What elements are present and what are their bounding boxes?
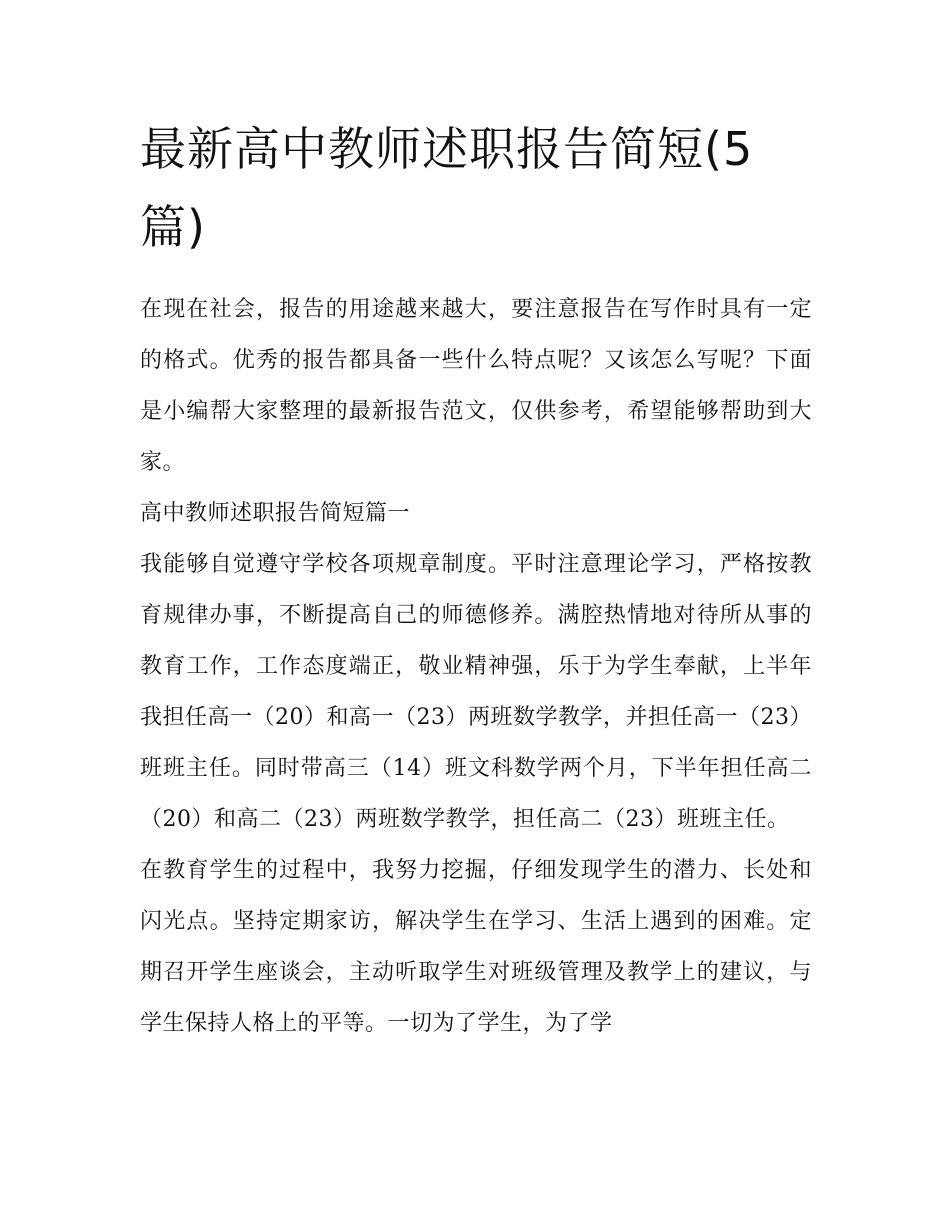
section-heading: 高中教师述职报告简短篇一: [140, 501, 411, 526]
document-title: 最新高中教师述职报告简短(5篇): [140, 122, 754, 254]
document-body: [140, 110, 812, 1049]
intro-paragraph: 在现在社会，报告的用途越来越大，要注意报告在写作时具有一定的格式。优秀的报告都具备一些什么特点呢？又该怎么写呢？下面是小编帮大家整理的最新报告范文，仅供参考，希望能够帮助到大家。: [140, 297, 812, 475]
body-paragraph-2: 在教育学生的过程中，我努力挖掘，仔细发现学生的潜力、长处和闪光点。坚持定期家访，解决学生在学习、生活上遇到的困难。定期召开学生座谈会，主动听取学生对班级管理及教学上的建议，与学生保持人格上的平等。一切为了学生，为了学: [140, 858, 812, 1036]
body-paragraph-1: 我能够自觉遵守学校各项规章制度。平时注意理论学习，严格按教育规律办事，不断提高自己的师德修养。满腔热情地对待所从事的教育工作，工作态度端正，敬业精神强，乐于为学生奉献，上半年我担任高一（20）和高一（23）两班数学教学，并担任高一（23）班班主任。同时带高三（14）班文科数学两个月，下半年担任高二（20）和高二（23）两班数学教学，担任高二（23）班班主任。: [140, 552, 812, 832]
